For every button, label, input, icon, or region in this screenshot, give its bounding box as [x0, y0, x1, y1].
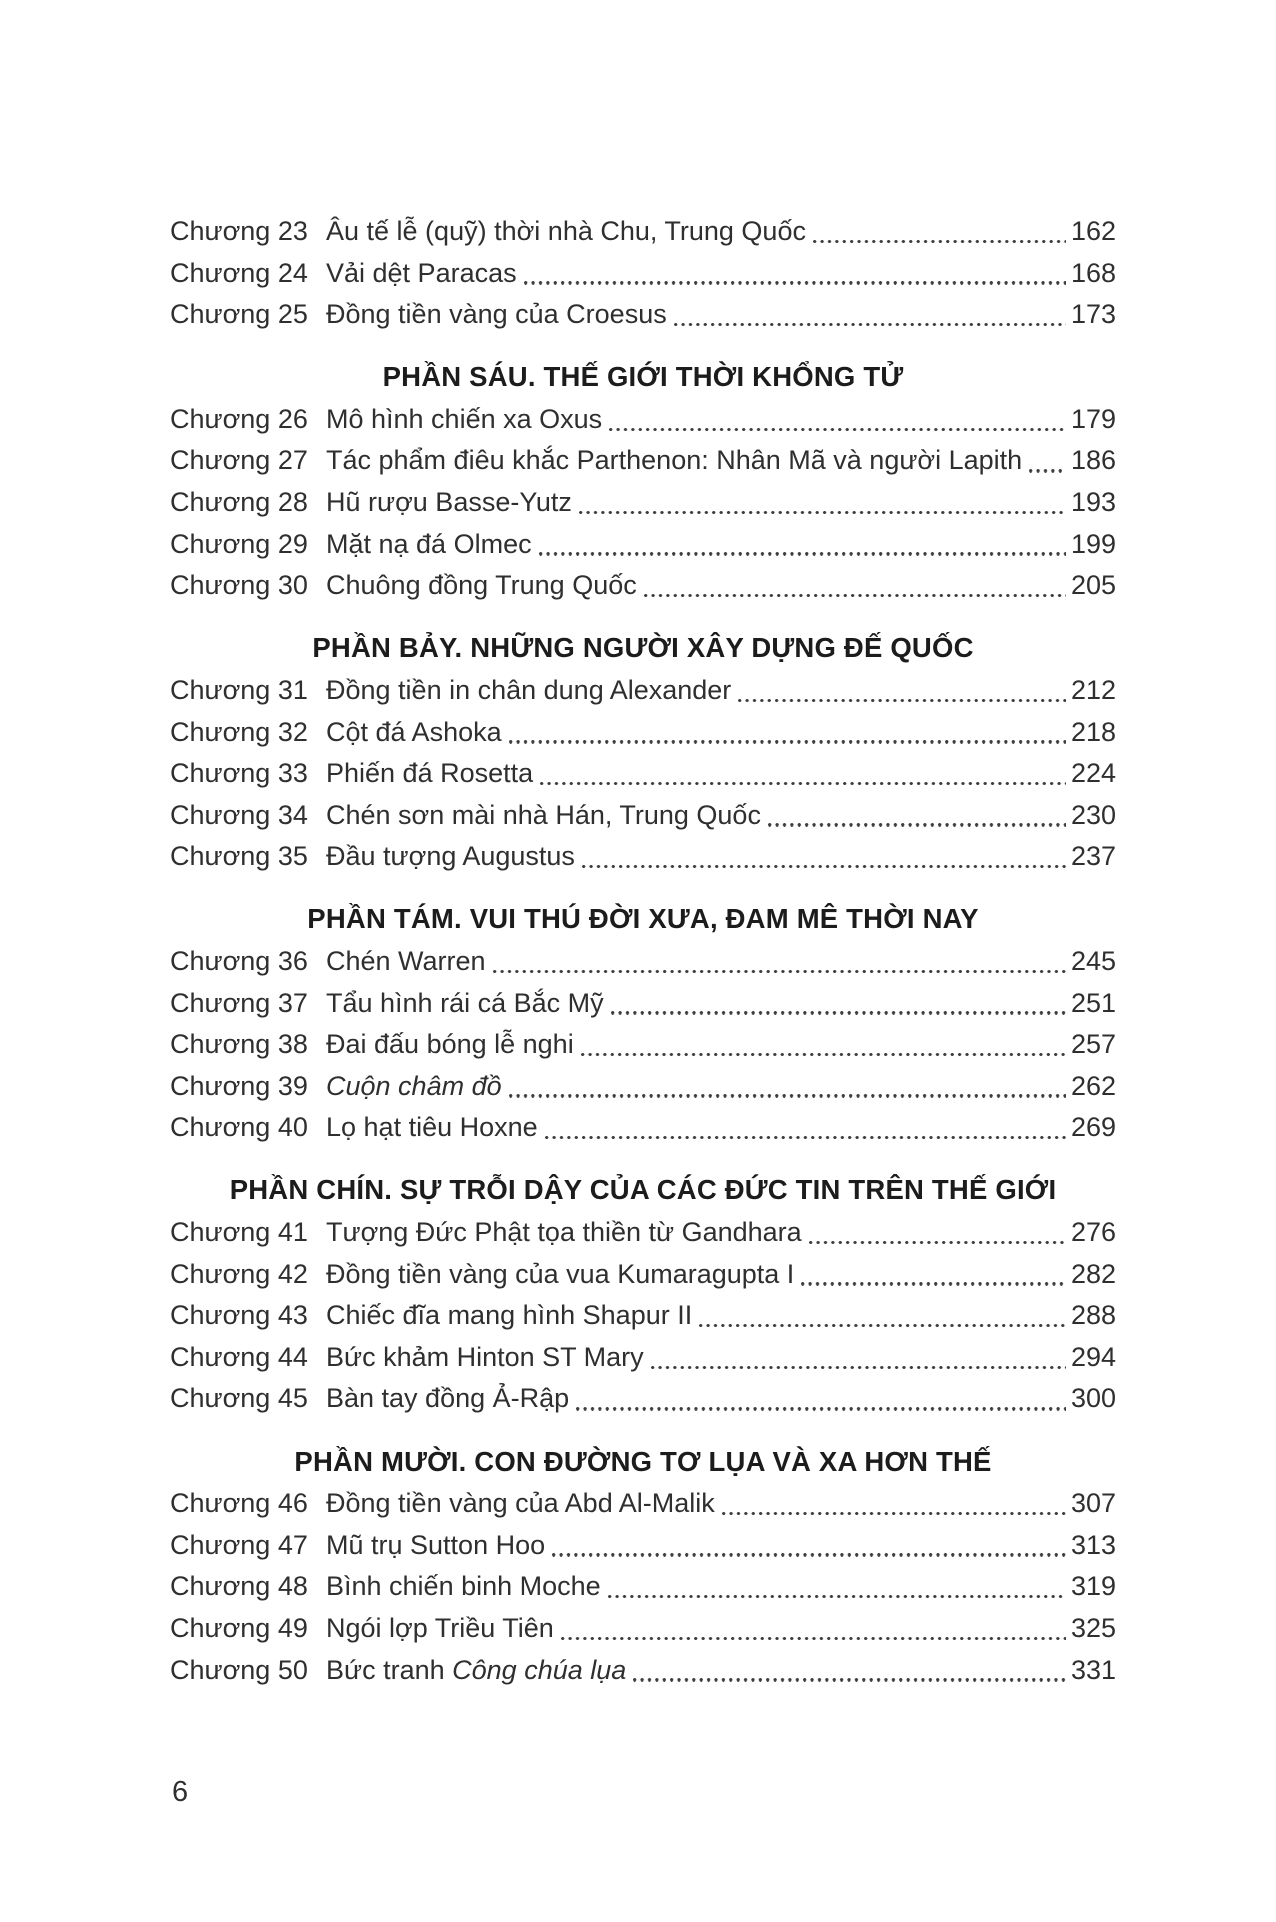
- chapter-title: Tẩu hình rái cá Bắc Mỹ: [326, 987, 604, 1018]
- chapter-label: Chương 47: [170, 1529, 308, 1560]
- chapter-label: Chương 31: [170, 674, 308, 705]
- page-ref: 199: [1070, 528, 1116, 559]
- chapter-label: Chương 49: [170, 1612, 308, 1643]
- chapter-title: Bức khảm Hinton ST Mary: [326, 1341, 644, 1372]
- chapter-title: Lọ hạt tiêu Hoxne: [326, 1112, 538, 1143]
- table-of-contents: [170, 211, 1116, 1691]
- page-ref: 212: [1070, 674, 1116, 705]
- page-ref: 218: [1070, 716, 1116, 747]
- page-ref: 173: [1070, 299, 1116, 330]
- chapter-label: Chương 46: [170, 1488, 308, 1519]
- dot-leader: [633, 1678, 1066, 1681]
- chapter-label: Chương 23: [170, 216, 308, 246]
- chapter-label: Chương 29: [170, 528, 308, 559]
- dot-leader: [576, 1407, 1066, 1410]
- toc-row: [170, 1212, 1116, 1254]
- dot-leader: [552, 1553, 1066, 1556]
- dot-leader: [768, 823, 1066, 826]
- toc-row: [170, 399, 1116, 441]
- chapter-title: Tượng Đức Phật tọa thiền từ Gandhara: [326, 1217, 802, 1248]
- toc-row: [170, 670, 1116, 712]
- dot-leader: [801, 1282, 1066, 1285]
- chapter-title: Đai đấu bóng lễ nghi: [326, 1029, 574, 1060]
- chapter-title: Bàn tay đồng Ả-Rập: [326, 1383, 570, 1414]
- chapter-label: Chương 32: [170, 716, 308, 747]
- chapter-title: Chiếc đĩa mang hình Shapur II: [326, 1300, 693, 1331]
- page-ref: 186: [1070, 445, 1116, 476]
- toc-row: [170, 836, 1116, 878]
- page-ref: 282: [1070, 1258, 1116, 1289]
- dot-leader: [609, 428, 1066, 431]
- toc-row: [170, 294, 1116, 336]
- chapter-label: Chương 41: [170, 1217, 308, 1248]
- chapter-label: Chương 38: [170, 1029, 308, 1060]
- section-header: PHẦN MƯỜI. CON ĐƯỜNG TƠ LỤA VÀ XA HƠN THẾ: [294, 1445, 992, 1477]
- chapter-label: Chương 40: [170, 1112, 308, 1143]
- chapter-title: Ngói lợp Triều Tiên: [326, 1612, 554, 1643]
- chapter-title: Chén sơn mài nhà Hán, Trung Quốc: [326, 799, 761, 830]
- page-ref: 331: [1070, 1654, 1116, 1685]
- toc-row: [170, 712, 1116, 754]
- toc-row: [170, 482, 1116, 524]
- dot-leader: [509, 1094, 1066, 1097]
- chapter-label: Chương 24: [170, 257, 308, 288]
- chapter-label: Chương 34: [170, 799, 308, 830]
- page-ref: 262: [1070, 1070, 1116, 1101]
- page-ref: 307: [1070, 1488, 1116, 1519]
- dot-leader: [540, 782, 1066, 785]
- page-ref: 313: [1070, 1529, 1116, 1560]
- page-ref: 245: [1070, 946, 1116, 976]
- chapter-title: Chuông đồng Trung Quốc: [326, 570, 637, 601]
- chapter-label: Chương 33: [170, 758, 308, 789]
- toc-row: [170, 1337, 1116, 1379]
- chapter-label: Chương 50: [170, 1654, 308, 1685]
- toc-row: [170, 1107, 1116, 1149]
- dot-leader: [722, 1512, 1066, 1515]
- page-ref: 325: [1070, 1612, 1116, 1643]
- toc-row: [170, 440, 1116, 482]
- dot-leader: [493, 970, 1066, 973]
- page-number: 6: [172, 1776, 189, 1808]
- toc-row: [170, 211, 1116, 253]
- chapter-label: Chương 39: [170, 1070, 308, 1101]
- chapter-label: Chương 43: [170, 1300, 308, 1331]
- dot-leader: [561, 1637, 1066, 1640]
- toc-row: [170, 1650, 1116, 1692]
- dot-leader: [674, 323, 1066, 326]
- toc-row: [170, 1525, 1116, 1567]
- toc-row: [170, 524, 1116, 566]
- page-ref: 300: [1070, 1383, 1116, 1414]
- chapter-title: Chén Warren: [326, 946, 486, 976]
- chapter-title: Đồng tiền vàng của Croesus: [326, 299, 667, 330]
- chapter-title: Cuộn châm đồ: [326, 1070, 502, 1101]
- chapter-label: Chương 45: [170, 1383, 308, 1414]
- section-header: PHẦN BẢY. NHỮNG NGƯỜI XÂY DỰNG ĐẾ QUỐC: [312, 632, 974, 664]
- section-header: PHẦN TÁM. VUI THÚ ĐỜI XƯA, ĐAM MÊ THỜI NAY: [307, 903, 979, 935]
- chapter-title: Phiến đá Rosetta: [326, 758, 534, 789]
- dot-leader: [524, 281, 1066, 284]
- chapter-label: Chương 26: [170, 403, 308, 434]
- toc-row: [170, 1378, 1116, 1420]
- chapter-title: Đầu tượng Augustus: [326, 841, 575, 872]
- dot-leader: [1029, 469, 1066, 472]
- page-ref: 205: [1070, 570, 1116, 601]
- chapter-title: Vải dệt Paracas: [326, 257, 517, 288]
- dot-leader: [509, 740, 1066, 743]
- dot-leader: [582, 865, 1066, 868]
- dot-leader: [579, 511, 1066, 514]
- toc-row: [170, 1295, 1116, 1337]
- chapter-title: Bình chiến binh Moche: [326, 1571, 601, 1602]
- toc-row: [170, 1024, 1116, 1066]
- toc-row: [170, 1254, 1116, 1296]
- dot-leader: [813, 240, 1066, 243]
- toc-row: [170, 1066, 1116, 1108]
- chapter-label: Chương 25: [170, 299, 308, 330]
- toc-row: [170, 983, 1116, 1025]
- page-ref: 168: [1070, 257, 1116, 288]
- chapter-title: Mũ trụ Sutton Hoo: [326, 1529, 546, 1560]
- chapter-title: Đồng tiền vàng của Abd Al-Malik: [326, 1488, 715, 1519]
- page-ref: 276: [1070, 1217, 1116, 1248]
- page-ref: 251: [1070, 987, 1116, 1018]
- toc-row: [170, 565, 1116, 607]
- section-header: PHẦN SÁU. THẾ GIỚI THỜI KHỔNG TỬ: [382, 361, 904, 393]
- page-ref: 237: [1070, 841, 1116, 872]
- chapter-title: Tác phẩm điêu khắc Parthenon: Nhân Mã và người Lapith: [326, 445, 1023, 476]
- toc-row: [170, 795, 1116, 837]
- chapter-label: Chương 36: [170, 946, 308, 976]
- dot-leader: [699, 1324, 1066, 1327]
- page-ref: 294: [1070, 1341, 1116, 1372]
- toc-row: [170, 1566, 1116, 1608]
- toc-row: [170, 1608, 1116, 1650]
- dot-leader: [539, 552, 1066, 555]
- toc-row: [170, 1483, 1116, 1525]
- chapter-title: Đồng tiền in chân dung Alexander: [326, 674, 732, 705]
- chapter-label: Chương 27: [170, 445, 308, 476]
- dot-leader: [809, 1241, 1066, 1244]
- page-ref: 230: [1070, 799, 1116, 830]
- toc-row: [170, 253, 1116, 295]
- page-ref: 319: [1070, 1571, 1116, 1602]
- dot-leader: [545, 1136, 1066, 1139]
- page-ref: 288: [1070, 1300, 1116, 1331]
- page-ref: 269: [1070, 1112, 1116, 1143]
- chapter-label: Chương 28: [170, 487, 308, 518]
- chapter-label: Chương 35: [170, 841, 308, 872]
- chapter-label: Chương 37: [170, 987, 308, 1018]
- chapter-title: Cột đá Ashoka: [326, 716, 502, 747]
- section-header: PHẦN CHÍN. SỰ TRỖI DẬY CỦA CÁC ĐỨC TIN TRÊN THẾ GIỚI: [229, 1174, 1057, 1206]
- chapter-title: Đồng tiền vàng của vua Kumaragupta I: [326, 1258, 795, 1289]
- chapter-label: Chương 44: [170, 1341, 308, 1372]
- chapter-title: Mặt nạ đá Olmec: [326, 528, 532, 559]
- chapter-title: Âu tế lễ (quỹ) thời nhà Chu, Trung Quốc: [326, 216, 806, 246]
- dot-leader: [738, 699, 1066, 702]
- chapter-title: Mô hình chiến xa Oxus: [326, 403, 603, 434]
- toc-row: [170, 753, 1116, 795]
- page-ref: 257: [1070, 1029, 1116, 1060]
- page-ref: 179: [1070, 403, 1116, 434]
- dot-leader: [608, 1595, 1066, 1598]
- chapter-label: Chương 42: [170, 1258, 308, 1289]
- page-ref: 162: [1070, 216, 1116, 246]
- dot-leader: [611, 1011, 1066, 1014]
- dot-leader: [651, 1366, 1066, 1369]
- chapter-label: Chương 48: [170, 1571, 308, 1602]
- page-ref: 193: [1070, 487, 1116, 518]
- chapter-label: Chương 30: [170, 570, 308, 601]
- chapter-title: Hũ rượu Basse-Yutz: [326, 487, 572, 518]
- page-ref: 224: [1070, 758, 1116, 789]
- toc-row: [170, 941, 1116, 983]
- dot-leader: [581, 1053, 1066, 1056]
- dot-leader: [644, 594, 1066, 597]
- chapter-title: Bức tranh Công chúa lụa: [326, 1654, 627, 1685]
